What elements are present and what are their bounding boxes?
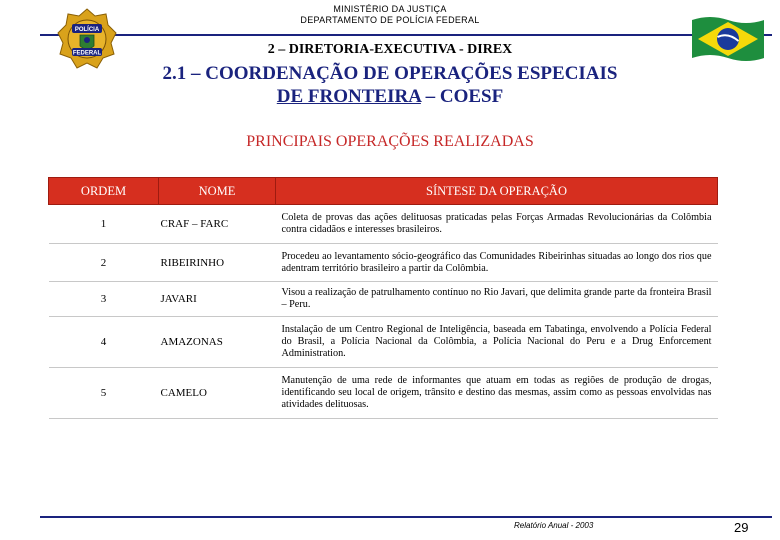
- coordination-title-line-2: [0, 85, 780, 108]
- header-rule: [40, 34, 772, 36]
- page-number: 29: [734, 520, 749, 535]
- table-row: [49, 282, 718, 317]
- row-nome: CRAF – FARC: [159, 205, 276, 244]
- header-nome: NOME: [159, 178, 276, 205]
- footer-rule: [40, 516, 772, 518]
- section-subtitle: PRINCIPAIS OPERAÇÕES REALIZADAS: [246, 133, 534, 150]
- coordination-title-underlined: DE FRONTEIRA: [276, 86, 421, 107]
- table-row: [49, 317, 718, 368]
- row-ordem: 2: [49, 244, 159, 282]
- policia-federal-badge-icon: [56, 8, 118, 70]
- row-sintese: Procedeu ao levantamento sócio-geográfico das Comunidades Ribeirinhas situadas ao longo dos rios que adentram território brasileiro a partir da Colômbia.: [276, 244, 718, 282]
- coordination-title-line-1: 2.1 – COORDENAÇÃO DE OPERAÇÕES ESPECIAIS: [162, 63, 618, 84]
- header-ordem: ORDEM: [49, 178, 159, 205]
- ministry-line-2: DEPARTAMENTO DE POLÍCIA FEDERAL: [300, 15, 480, 25]
- row-nome: CAMELO: [159, 368, 276, 419]
- row-ordem: 5: [49, 368, 159, 419]
- table-header-row: [49, 178, 718, 205]
- report-label: Relatório Anual - 2003: [514, 521, 594, 530]
- row-ordem: 4: [49, 317, 159, 368]
- table-row: [49, 368, 718, 419]
- coordination-title-rest: – COESF: [420, 86, 504, 107]
- row-sintese: Manutenção de uma rede de informantes que atuam em todas as regiões de produção de drogas, identificando seu local de origem, trânsito e destino das mesmas, assim como as pessoas envolvidas nas atividades delituosas.: [276, 368, 718, 419]
- row-nome: RIBEIRINHO: [159, 244, 276, 282]
- directorate-title: 2 – DIRETORIA-EXECUTIVA - DIREX: [267, 42, 513, 57]
- row-sintese: Coleta de provas das ações delituosas praticadas pelas Forças Armadas Revolucionárias da Colômbia contra cidadãos e interesses brasileiros.: [276, 205, 718, 244]
- row-nome: AMAZONAS: [159, 317, 276, 368]
- row-sintese: Visou a realização de patrulhamento contínuo no Rio Javari, que delimita grande parte da fronteira Brasil – Peru.: [276, 282, 718, 317]
- badge-bottom-text: FEDERAL: [72, 50, 102, 57]
- row-sintese: Instalação de um Centro Regional de Inteligência, baseada em Tabatinga, envolvendo a Polícia Federal do Brasil, a Polícia Nacional da Colômbia, a Polícia Nacional do Peru e a Drug Enforcement Administration.: [276, 317, 718, 368]
- table-row: [49, 205, 718, 244]
- table-row: [49, 244, 718, 282]
- row-ordem: 3: [49, 282, 159, 317]
- header-sintese: SÍNTESE DA OPERAÇÃO: [276, 178, 718, 205]
- coordination-title: [0, 62, 780, 108]
- operations-table: [48, 177, 718, 419]
- ministry-line-1: MINISTÉRIO DA JUSTIÇA: [333, 4, 447, 14]
- row-nome: JAVARI: [159, 282, 276, 317]
- row-ordem: 1: [49, 205, 159, 244]
- badge-top-text: POLÍCIA: [74, 27, 100, 33]
